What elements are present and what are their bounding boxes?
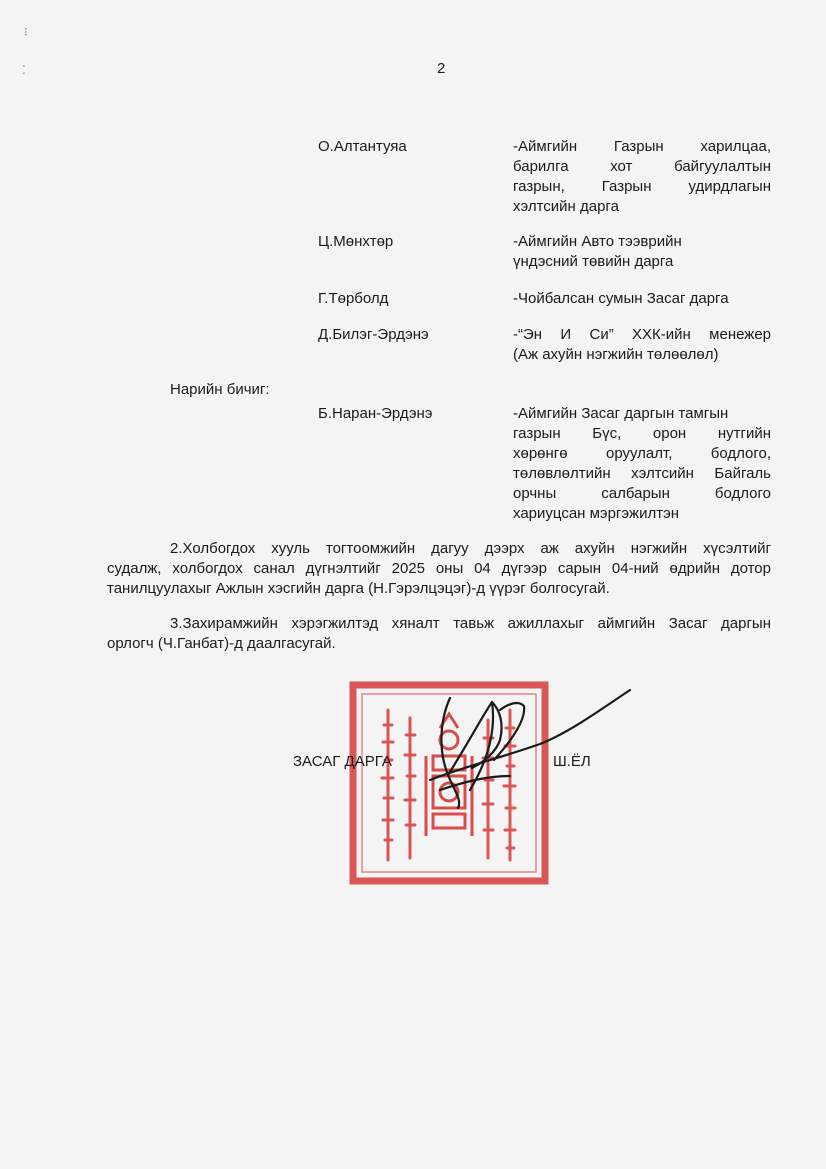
page-number: 2 <box>437 60 446 77</box>
scan-speck: ⁝ <box>24 25 28 39</box>
member-name: Ц.Мөнхтөр <box>318 233 394 250</box>
secretary-label: Нарийн бичиг: <box>170 381 270 398</box>
paragraph-line: 3.Захирамжийн хэрэгжилтэд хяналт тавьж ажиллахыг аймгийн Засаг даргын <box>170 615 771 632</box>
paragraph-line: орлогч (Ч.Ганбат)-д даалгасугай. <box>107 635 336 652</box>
member-name: Г.Төрболд <box>318 290 389 307</box>
handwritten-signature <box>400 680 640 820</box>
paragraph-line: 2.Холбогдох хууль тогтоомжийн дагуу дээрх аж ахуйн нэгжийн хүсэлтийг <box>170 540 771 557</box>
signatory-name: Ш.ЁЛ <box>553 753 591 770</box>
paragraph-line: судалж, холбогдох санал дүгнэлтийг 2025 оны 04 дүгээр сарын 04-ний өдрийн дотор <box>107 560 771 577</box>
role-line: (Аж ахуйн нэгжийн төлөөлөл) <box>513 346 719 363</box>
role-line: хариуцсан мэргэжилтэн <box>513 505 680 522</box>
member-name: О.Алтантуяа <box>318 138 407 155</box>
role-line: барилга хот байгуулалтын <box>513 158 771 175</box>
member-role <box>513 289 771 309</box>
secretary-name: Б.Наран-Эрдэнэ <box>318 405 433 422</box>
role-line: газрын, Газрын удирдлагын <box>513 178 771 195</box>
paragraph-2 <box>107 539 771 599</box>
secretary-role <box>513 404 771 524</box>
signatory-title: ЗАСАГ ДАРГА <box>293 753 392 770</box>
role-line: хэлтсийн дарга <box>513 198 619 215</box>
member-role <box>513 232 771 272</box>
role-line: хөрөнгө оруулалт, бодлого, <box>513 445 771 462</box>
role-line: -“Эн И Си” ХХК-ийн менежер <box>513 326 771 343</box>
member-role <box>513 325 771 365</box>
role-line: -Аймгийн Засаг даргын тамгын <box>513 405 729 422</box>
role-line: -Аймгийн Авто тээврийн <box>513 233 682 250</box>
member-name: Д.Билэг-Эрдэнэ <box>318 326 429 343</box>
role-line: төлөвлөлтийн хэлтсийн Байгаль <box>513 465 771 482</box>
member-role <box>513 137 771 217</box>
scan-speck: ⁚ <box>22 63 26 77</box>
paragraph-line: танилцуулахыг Ажлын хэсгийн дарга (Н.Гэрэлцэцэг)-д үүрэг болгосугай. <box>107 580 610 597</box>
role-line: -Аймгийн Газрын харилцаа, <box>513 138 771 155</box>
role-line: газрын Бүс, орон нутгийн <box>513 425 771 442</box>
role-line: орчны салбарын бодлого <box>513 485 771 502</box>
paragraph-3 <box>107 614 771 654</box>
role-line: -Чойбалсан сумын Засаг дарга <box>513 290 729 307</box>
role-line: үндэсний төвийн дарга <box>513 253 674 270</box>
